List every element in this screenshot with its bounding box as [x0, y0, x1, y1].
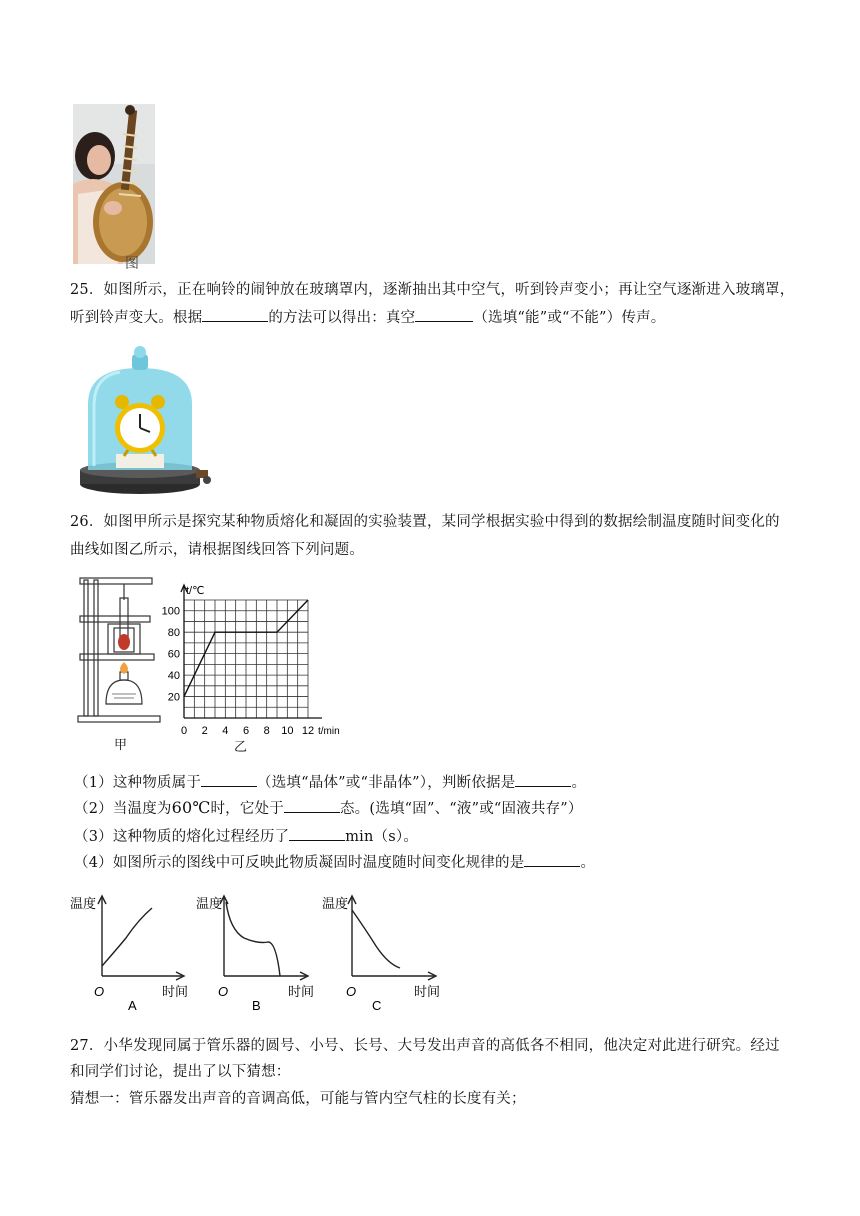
q26-sub3-blank[interactable] — [289, 826, 345, 841]
q26-sub1 — [74, 772, 586, 793]
q26-sub2-b: 时，它处于 — [210, 801, 284, 817]
q25-blank-1[interactable] — [202, 307, 268, 322]
q26-sub3 — [74, 826, 418, 847]
q27-line1: 27．小华发现同属于管乐器的圆号、小号、长号、大号发出声音的高低各不相同，他决定对此进行研究。经过 — [70, 1038, 780, 1054]
temperature-time-chart — [161, 576, 364, 752]
pipa-photo — [73, 104, 161, 272]
q26-sub1-b: （选填“晶体”或“非晶体”），判断依据是 — [257, 775, 516, 791]
q26-sub4-b: 。 — [580, 855, 596, 871]
q26-sub2-temp: 60℃ — [171, 798, 211, 817]
q26-sub1-a: （1）这种物质属于 — [74, 775, 202, 791]
y-tick-label: 40 — [167, 670, 180, 683]
y-tick-label: 80 — [167, 627, 180, 640]
option-graphs — [64, 890, 464, 1020]
q25-line2-c: （选填“能”或“不能”）传声。 — [473, 310, 666, 326]
q26-sub3-b: min（s）。 — [345, 829, 419, 845]
y-tick-label: 60 — [167, 648, 180, 661]
option-a-graph — [70, 896, 188, 1013]
q26-sub4 — [74, 852, 595, 873]
option-b-letter: B — [252, 998, 261, 1013]
x-tick-label: 2 — [201, 725, 208, 737]
bell-jar-photo — [80, 346, 212, 496]
label-jia: 甲 — [114, 738, 128, 753]
q26-sub3-a: （3）这种物质的熔化过程经历了 — [74, 829, 290, 845]
x-tick-label: 8 — [263, 725, 270, 737]
q26-line2: 曲线如图乙所示，请根据图线回答下列问题。 — [70, 542, 364, 558]
q27-line3: 猜想一：管乐器发出声音的音调高低，可能与管内空气柱的长度有关； — [70, 1091, 526, 1107]
q26-sub2-c: 态。(选填“固”、“液”或“固液共存”） — [339, 801, 583, 817]
option-b-graph — [196, 896, 314, 1013]
q26-sub4-a: （4）如图所示的图线中可反映此物质凝固时温度随时间变化规律的是 — [74, 855, 525, 871]
option-a-origin: O — [94, 984, 105, 999]
x-tick-label: 12 — [301, 725, 315, 737]
y-tick-label: 100 — [161, 605, 180, 618]
option-a-letter: A — [128, 998, 137, 1013]
q26-sub1-c: 。 — [571, 775, 587, 791]
q26-sub1-blank-1[interactable] — [201, 772, 257, 787]
option-a-xlabel: 时间 — [162, 984, 189, 999]
q25-line2-a: 听到铃声变大。根据 — [70, 310, 203, 326]
x-axis-label: t/min — [318, 726, 340, 737]
apparatus-figure — [76, 576, 166, 752]
q25-line2-b: 的方法可以得出：真空 — [268, 310, 416, 326]
label-yi: 乙 — [234, 740, 248, 755]
option-c-graph — [322, 896, 440, 1013]
option-b-ylabel: 温度 — [196, 896, 223, 911]
q26-sub1-blank-2[interactable] — [515, 772, 571, 787]
option-b-xlabel: 时间 — [288, 984, 315, 999]
q26-sub2-a: （2）当温度为 — [74, 801, 172, 817]
q25-blank-2[interactable] — [415, 307, 473, 322]
x-tick-label: 0 — [180, 725, 188, 737]
x-tick-label: 4 — [222, 725, 229, 737]
q26-sub2-blank[interactable] — [284, 798, 340, 813]
q26-line1: 26．如图甲所示是探究某种物质熔化和凝固的实验装置，某同学根据实验中得到的数据绘制温度随时间变化的 — [70, 514, 780, 530]
q25-line2 — [70, 307, 665, 328]
x-tick-label: 10 — [281, 725, 294, 737]
option-c-xlabel: 时间 — [414, 984, 441, 999]
y-axis-label: t/℃ — [186, 585, 205, 597]
q26-sub2 — [74, 798, 583, 819]
x-tick-label: 6 — [242, 725, 250, 737]
y-tick-label: 20 — [167, 691, 180, 704]
q26-sub4-blank[interactable] — [524, 852, 580, 867]
option-c-letter: C — [372, 998, 382, 1013]
option-c-origin: O — [346, 984, 357, 999]
option-a-ylabel: 温度 — [70, 896, 97, 911]
option-b-origin: O — [218, 984, 229, 999]
figure-caption-partial: 图 — [125, 256, 139, 272]
q27-line2: 和同学们讨论，提出了以下猜想： — [70, 1064, 291, 1080]
q25-line1: 25．如图所示，正在响铃的闹钟放在玻璃罩内，逐渐抽出其中空气，听到铃声变小；再让空气逐渐进入玻璃罩， — [70, 282, 795, 298]
option-c-ylabel: 温度 — [322, 896, 349, 911]
